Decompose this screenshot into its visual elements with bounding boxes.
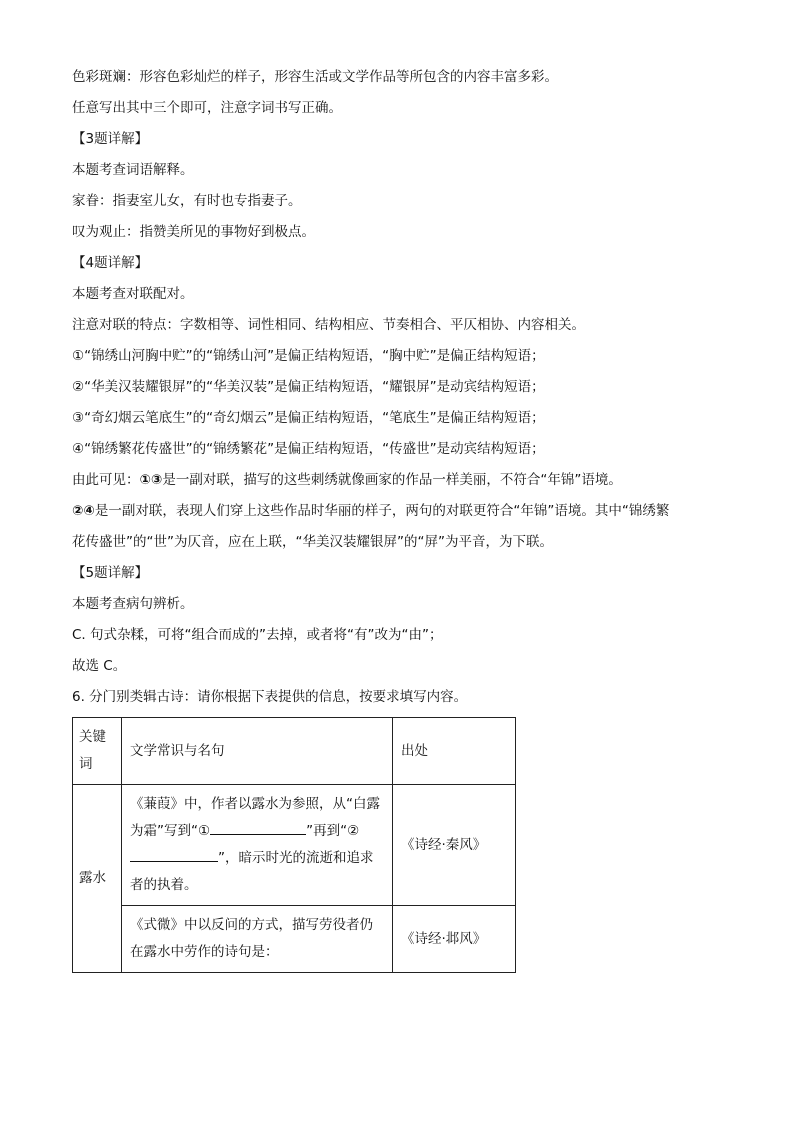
table-row [73, 906, 516, 973]
conclusion-line-1 [72, 465, 732, 496]
header-keyword: 关键词 [73, 718, 122, 785]
text-line: ①“锦绣山河胸中贮”的“锦绣山河”是偏正结构短语，“胸中贮”是偏正结构短语； [72, 348, 545, 364]
pair-marker: ②④ [72, 503, 95, 519]
conclusion-line-2 [72, 496, 732, 527]
text-line: ③“奇幻烟云笔底生”的“奇幻烟云”是偏正结构短语，“笔底生”是偏正结构短语； [72, 410, 545, 426]
conclusion-prefix: 由此可见： [72, 472, 140, 488]
source-cell: 《诗经·秦风》 [393, 785, 516, 906]
text-line: 本题考查对联配对。 [72, 286, 194, 302]
poetry-table [72, 717, 516, 973]
answer-blank-1[interactable] [210, 820, 306, 835]
table-header-row [73, 718, 516, 785]
section-heading: 【4题详解】 [72, 255, 149, 271]
text-line: 任意写出其中三个即可，注意字词书写正确。 [72, 100, 342, 116]
answer-blank-2[interactable] [130, 847, 218, 862]
text-line: 叹为观止：指赞美所见的事物好到极点。 [72, 224, 315, 240]
section-heading: 【3题详解】 [72, 131, 149, 147]
text-line: 色彩斑斓：形容色彩灿烂的样子，形容生活或文学作品等所包含的内容丰富多彩。 [72, 69, 558, 85]
document-page [72, 62, 732, 973]
text-line: 本题考查词语解释。 [72, 162, 194, 178]
text-line: 注意对联的特点：字数相等、词性相同、结构相应、节奏相合、平仄相协、内容相关。 [72, 317, 585, 333]
text-line: ②“华美汉装耀银屏”的“华美汉装”是偏正结构短语，“耀银屏”是动宾结构短语； [72, 379, 545, 395]
pair-marker: ①③ [139, 472, 163, 488]
cell-text: ”，暗示时光的流逝和追求者的执着。 [130, 850, 374, 893]
knowledge-cell: 《式微》中以反问的方式，描写劳役者仍在露水中劳作的诗句是： [122, 906, 393, 973]
conclusion-text: 是一副对联，描写的这些刺绣就像画家的作品一样美丽，不符合“年锦”语境。 [162, 472, 622, 488]
cell-text: 《蒹葭》中，作者以露水为参照，从“白露为霜”写到“① [130, 796, 380, 839]
question-6-prompt: 6. 分门别类辑古诗：请你根据下表提供的信息，按要求填写内容。 [72, 689, 468, 705]
conclusion-line-3: 花传盛世”的“世”为仄音，应在上联，“华美汉装耀银屏”的“屏”为平音，为下联。 [72, 534, 553, 550]
header-source: 出处 [393, 718, 516, 785]
text-line: ④“锦绣繁花传盛世”的“锦绣繁花”是偏正结构短语，“传盛世”是动宾结构短语； [72, 441, 545, 457]
knowledge-cell [122, 785, 393, 906]
text-line: 本题考查病句辨析。 [72, 596, 194, 612]
keyword-cell: 露水 [73, 785, 122, 973]
text-line: 家眷：指妻室儿女，有时也专指妻子。 [72, 193, 302, 209]
source-cell: 《诗经·邶风》 [393, 906, 516, 973]
cell-text: ”再到“② [306, 823, 360, 839]
text-line: 故选 C。 [72, 658, 127, 674]
table-row [73, 785, 516, 906]
conclusion-text: 是一副对联，表现人们穿上这些作品时华丽的样子，两句的对联更符合“年锦”语境。其中“锦绣繁 [94, 503, 670, 519]
text-line: C. 句式杂糅，可将“组合而成的”去掉，或者将“有”改为“由”； [72, 627, 443, 643]
header-knowledge: 文学常识与名句 [122, 718, 393, 785]
section-heading: 【5题详解】 [72, 565, 149, 581]
